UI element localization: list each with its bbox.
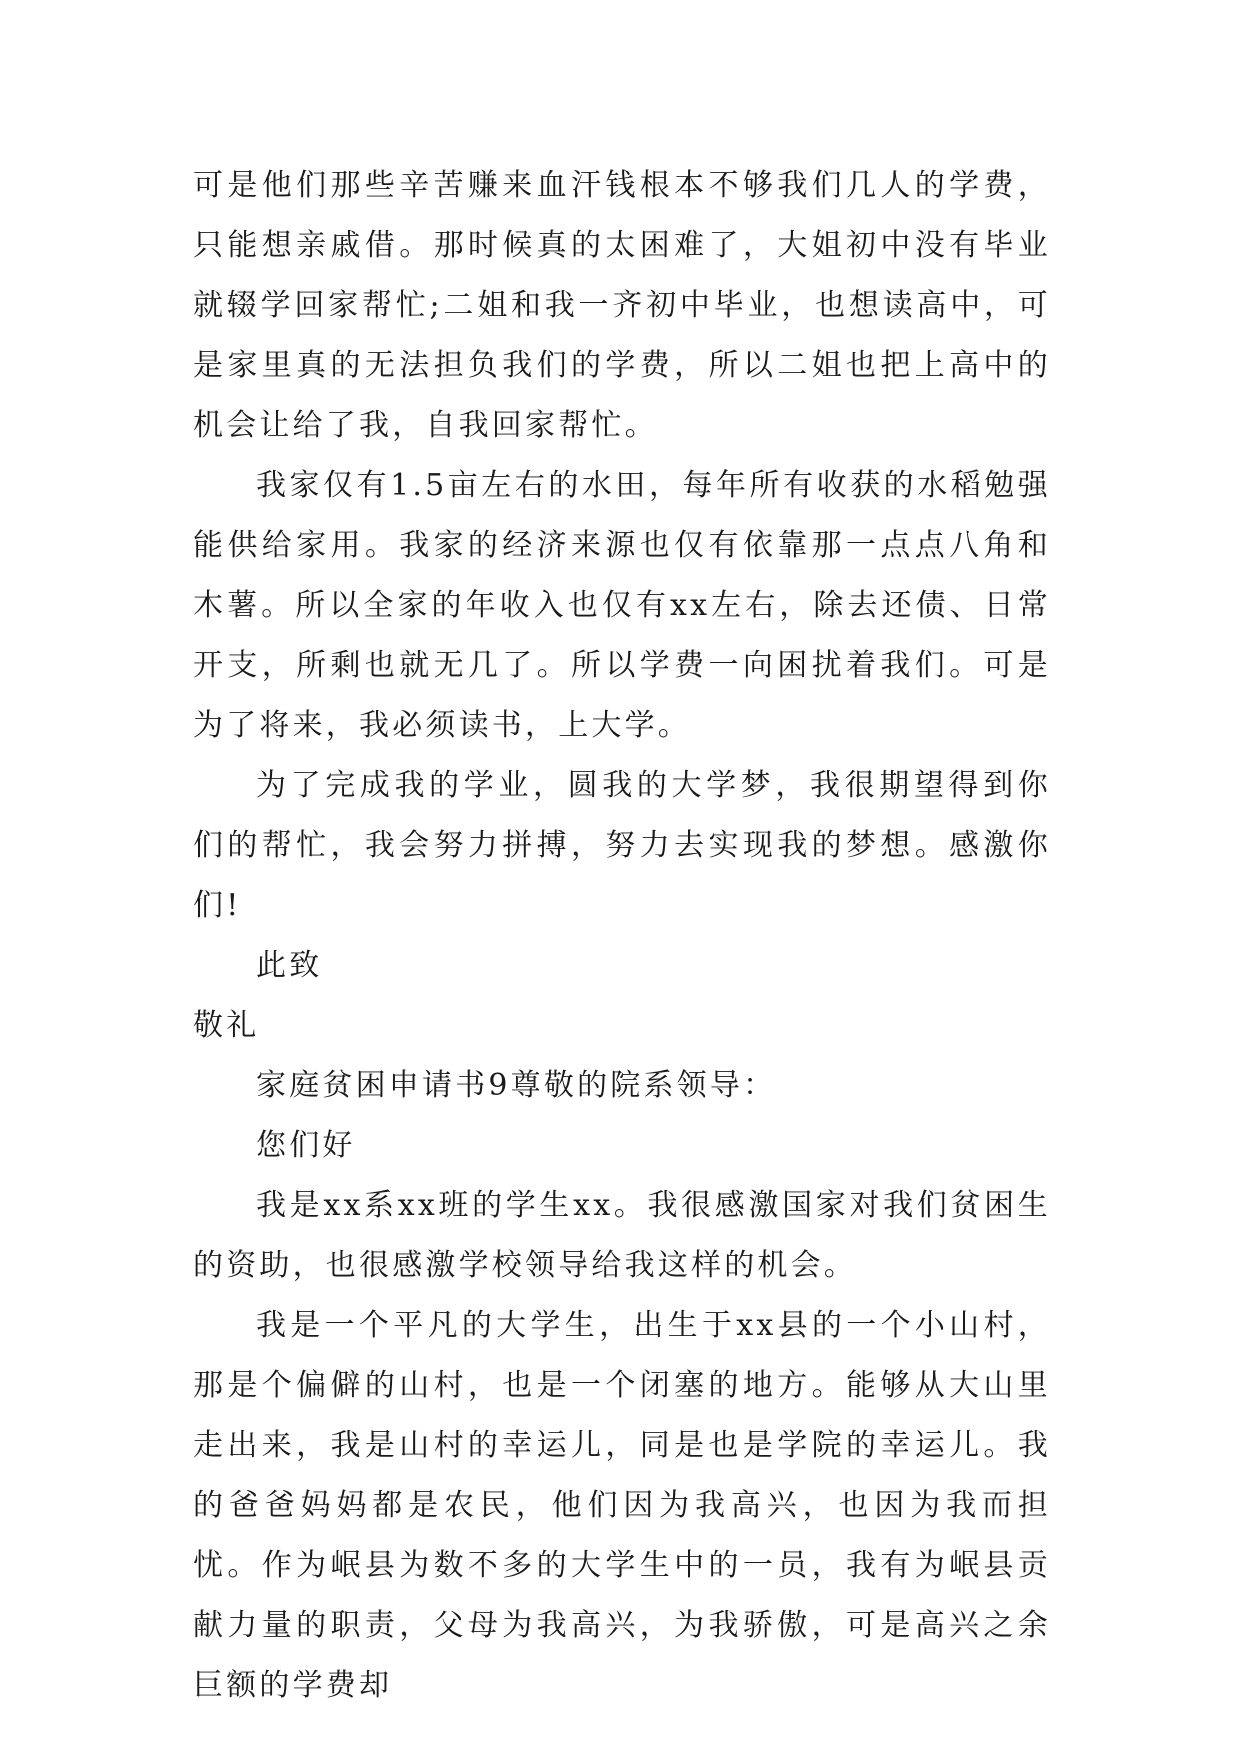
paragraph-introduction: 我是xx系xx班的学生xx。我很感激国家对我们贫困生的资助，也很感激学校领导给我这样的机会。 bbox=[193, 1188, 1051, 1283]
paragraph-request-help: 为了完成我的学业，圆我的大学梦，我很期望得到你们的帮忙，我会努力拼搏，努力去实现我的梦想。感激你们! bbox=[193, 768, 1051, 923]
greeting: 您们好 bbox=[256, 1128, 356, 1163]
closing-regards: 敬礼 bbox=[193, 1008, 260, 1043]
closing-salutation: 此致 bbox=[256, 948, 323, 983]
paragraph-family-income: 我家仅有1.5亩左右的水田，每年所有收获的水稻勉强能供给家用。我家的经济来源也仅有依靠那一点点八角和木薯。所以全家的年收入也仅有xx左右，除去还债、日常开支，所剩也就无几了。所以学费一向困扰着我们。可是为了将来，我必须读书，上大学。 bbox=[193, 468, 1051, 743]
paragraph-continuation: 可是他们那些辛苦赚来血汗钱根本不够我们几人的学费，只能想亲戚借。那时候真的太困难了，大姐初中没有毕业就辍学回家帮忙;二姐和我一齐初中毕业，也想读高中，可是家里真的无法担负我们的学费，所以二姐也把上高中的机会让给了我，自我回家帮忙。 bbox=[193, 168, 1051, 443]
document-body bbox=[193, 156, 1051, 1716]
letter-heading: 家庭贫困申请书9尊敬的院系领导： bbox=[256, 1068, 777, 1103]
paragraph-background: 我是一个平凡的大学生，出生于xx县的一个小山村，那是个偏僻的山村，也是一个闭塞的地方。能够从大山里走出来，我是山村的幸运儿，同是也是学院的幸运儿。我的爸爸妈妈都是农民，他们因为我高兴，也因为我而担忧。作为岷县为数不多的大学生中的一员，我有为岷县贡献力量的职责，父母为我高兴，为我骄傲，可是高兴之余巨额的学费却 bbox=[193, 1308, 1051, 1703]
